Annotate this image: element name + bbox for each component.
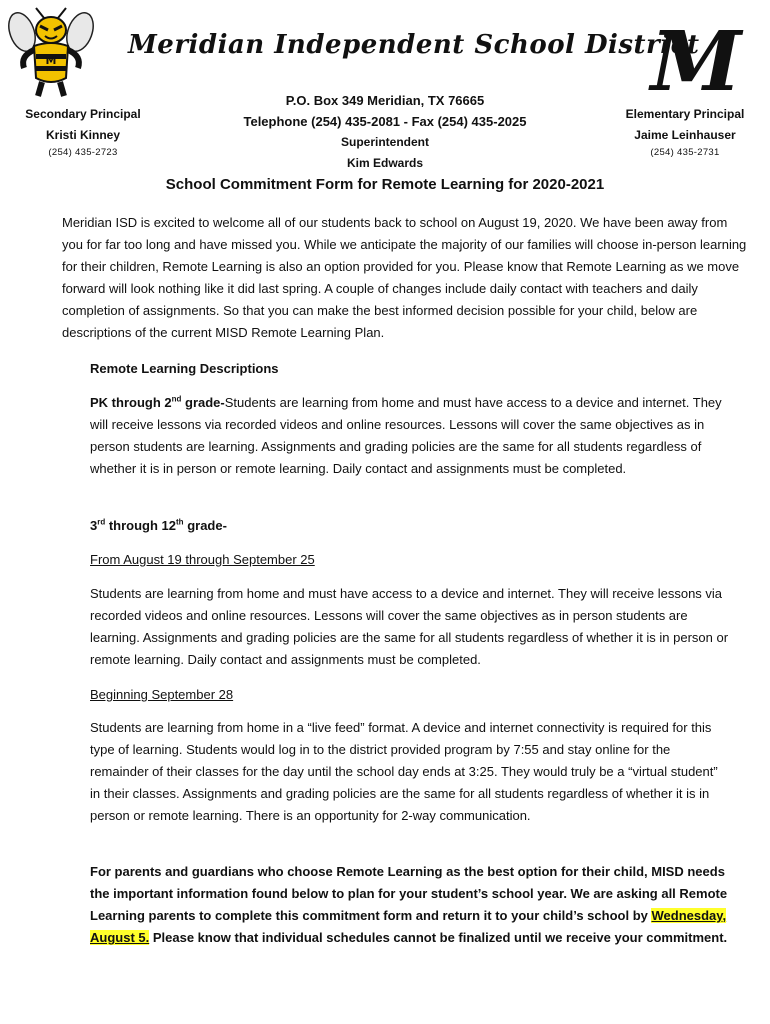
district-m-logo	[650, 14, 742, 110]
period2-description: Students are learning from home in a “live feed” format. A device and internet connectivity is required for this type of learning. Students would log in to the district provided program by 7:55 and stay online for the remainder of their classes for the day until the school day ends at 3:25. They would truly be a “virtual student” in their classes. Assignments and grading policies are the same for all students regardless of whether it is in person or remote learning. There is an opportunity for 2-way communication.	[90, 720, 718, 823]
superintendent-name: Kim Edwards	[346, 156, 424, 170]
period2-heading: Beginning September 28	[90, 687, 234, 702]
mascot-logo	[8, 6, 94, 98]
phone-fax-line: Telephone (254) 435-2081 - Fax (254) 435-2025	[243, 114, 527, 129]
elementary-principal-phone: (254) 435-2731	[650, 147, 720, 158]
po-box-address: P.O. Box 349 Meridian, TX 76665	[285, 93, 485, 108]
descriptions-heading-text: Remote Learning Descriptions	[90, 361, 279, 376]
intro-paragraph: Meridian ISD is excited to welcome all of our students back to school on August 19, 2020. We have been away from you for far too long and have missed you. While we anticipate the majority of our families will choose in-person learning for their children, Remote Learning is also an option provided for you. Please know that Remote Learning as we move forward will look nothing like it did last spring. A couple of changes include daily contact with teachers and daily completion of assignments. So that you can make the best informed decision possible for your child, below are descriptions of the current MISD Remote Learning Plan.	[62, 215, 747, 340]
closing-text-after: Please know that individual schedules cannot be finalized until we receive your commitment.	[149, 930, 728, 945]
svg-text:M: M	[45, 54, 57, 67]
superintendent-title: Superintendent	[340, 135, 429, 149]
yellow-jacket-mascot-icon	[8, 6, 94, 98]
period1-heading: From August 19 through September 25	[90, 552, 315, 567]
document-title: School Commitment Form for Remote Learning for 2020-2021	[165, 176, 605, 193]
descriptions-heading	[90, 358, 730, 380]
deadline-highlight: Wednesday, August 5.	[90, 908, 727, 945]
m-logo-icon: M	[650, 14, 742, 110]
pk-description: Students are learning from home and must have access to a device and internet. They will receive lessons via recorded videos and online resources. Lessons will cover the same objectives as in person students are learning. Assignments and grading policies are the same for all students regardless of whether it is in person or remote learning. Daily contact and assignments must be completed.	[90, 395, 722, 476]
closing-paragraph	[90, 861, 730, 949]
elementary-principal-name: Jaime Leinhauser	[634, 128, 736, 142]
superintendent-block	[300, 132, 470, 174]
district-title: Meridian Independent School District	[128, 30, 700, 60]
period1-description: Students are learning from home and must have access to a device and internet. They will receive lessons via recorded videos and online resources. Lessons will cover the same objectives as in person students are learning. Assignments and grading policies are the same for all students regardless of whether it is in person or remote learning. Daily contact and assignments must be completed.	[90, 586, 729, 667]
district-contact-block	[200, 90, 570, 132]
secondary-principal-phone: (254) 435-2723	[48, 147, 118, 158]
secondary-principal-block	[18, 104, 148, 160]
elementary-principal-title: Elementary Principal	[625, 107, 745, 121]
upper-grade-heading: 3rd through 12th grade-	[90, 517, 227, 533]
pk-section	[90, 392, 730, 480]
secondary-principal-title: Secondary Principal	[25, 107, 141, 121]
secondary-principal-name: Kristi Kinney	[45, 128, 120, 142]
pk-label: PK through 2nd grade-	[90, 394, 225, 410]
closing-text-before: For parents and guardians who choose Remote Learning as the best option for their child, MISD needs the important information found below to plan for your student’s school year. We are asking all Remote Learning parents to complete this commitment form and return it to your child’s school by	[90, 864, 728, 923]
elementary-principal-block	[610, 104, 760, 160]
